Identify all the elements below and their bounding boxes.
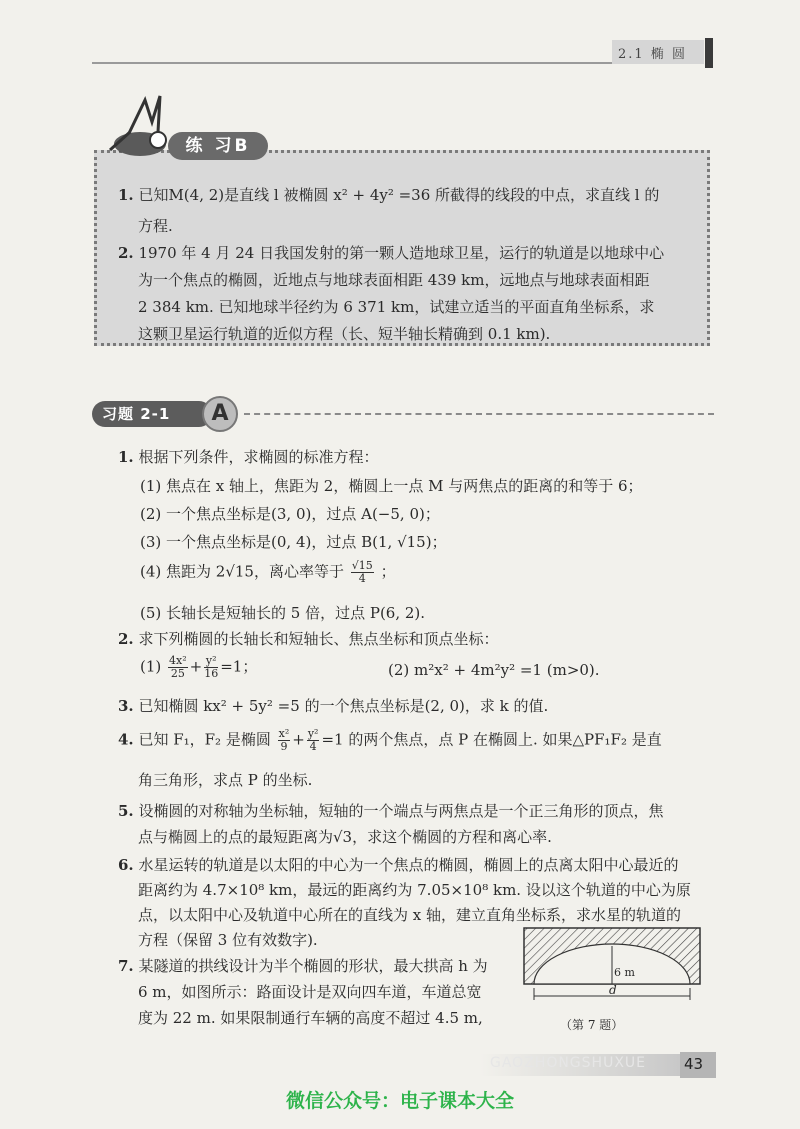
exercise-1-3: (3) 一个焦点坐标是(0, 4)，过点 B(1, √15)； <box>140 533 447 551</box>
figure-width-label: d <box>609 983 617 997</box>
fraction-numerator: √15 <box>351 559 373 572</box>
q-text: 某隧道的拱线设计为半个椭圆的形状，最大拱高 h 为 <box>138 957 488 975</box>
exercise-6-line4: 方程（保留 3 位有效数字). <box>138 931 318 949</box>
q-text: (4) 焦距为 2√15，离心率等于 <box>140 562 344 581</box>
q-text: 已知 F₁，F₂ 是椭圆 <box>138 730 271 749</box>
q-number: 5. <box>118 802 134 820</box>
q-number: 6. <box>118 856 134 874</box>
fraction-denominator: 9 <box>280 740 288 753</box>
practice-b-badge: 练 习B <box>168 132 268 160</box>
exercise-badge: 习题 2-1 <box>92 401 212 427</box>
q-text: 已知椭圆 kx² + 5y² =5 的一个焦点坐标是(2, 0)，求 k 的值. <box>138 697 549 715</box>
exercise-divider <box>244 413 714 415</box>
practice-q1-cont: 方程. <box>138 217 173 235</box>
exercise-4-cont: 角三角形，求点 P 的坐标. <box>138 771 313 789</box>
practice-q1 <box>118 180 659 211</box>
exercise-3 <box>118 695 548 716</box>
fraction-numerator: y² <box>307 727 319 740</box>
practice-q2-line2: 为一个焦点的椭圆，近地点与地球表面相距 439 km，远地点与地球表面相距 <box>138 271 650 289</box>
figure-caption: （第 7 题） <box>560 1018 624 1032</box>
q-text: 水星运转的轨道是以太阳的中心为一个焦点的椭圆，椭圆上的点离太阳中心最近的 <box>138 856 679 874</box>
fraction <box>278 728 291 753</box>
practice-q2-line4: 这颗卫星运行轨道的近似方程（长、短半轴长精确到 0.1 km). <box>138 325 551 343</box>
q-text: =1； <box>220 657 258 676</box>
q-text: (1) <box>140 657 162 676</box>
fraction-numerator: 4x² <box>169 654 187 667</box>
page-number: 43 <box>684 1055 704 1073</box>
q-text: ； <box>380 562 396 581</box>
fraction <box>204 655 218 680</box>
exercise-1 <box>118 446 378 467</box>
plus-sign: + <box>292 730 305 749</box>
q-text: 设椭圆的对称轴为坐标轴，短轴的一个端点与两焦点是一个正三角形的顶点，焦 <box>138 802 664 820</box>
footer-series: GAOZHONGSHUXUE <box>490 1055 647 1071</box>
fraction-denominator: 4 <box>309 740 317 753</box>
exercise-level-badge: A <box>202 396 238 432</box>
header-rule <box>92 62 702 64</box>
tunnel-figure <box>516 922 706 1012</box>
exercise-2-1 <box>140 655 257 680</box>
header-edge-bar <box>705 38 713 68</box>
fraction <box>307 728 320 753</box>
q-text: 已知M(4, 2)是直线 l 被椭圆 x² + 4y² =36 所截得的线段的中点，求直线 l 的 <box>138 186 660 204</box>
exercise-4 <box>118 728 662 753</box>
exercise-1-4 <box>140 560 396 585</box>
exercise-6-line3: 点，以太阳中心及轨道中心所在的直线为 x 轴，建立直角坐标系，求水星的轨道的 <box>138 906 681 924</box>
exercise-1-2: (2) 一个焦点坐标是(3, 0)，过点 A(−5, 0)； <box>140 505 440 523</box>
q-number: 4. <box>118 730 134 749</box>
q-number: 2. <box>118 630 134 648</box>
exercise-6 <box>118 854 678 875</box>
exercise-2-2: (2) m²x² + 4m²y² =1 (m>0). <box>388 661 600 679</box>
header-section-title: 2.1 椭 圆 <box>618 47 687 62</box>
exercise-7-line2: 6 m，如图所示：路面设计是双向四车道，车道总宽 <box>138 983 482 1001</box>
exercise-1-1: (1) 焦点在 x 轴上，焦距为 2，椭圆上一点 M 与两焦点的距离的和等于 6； <box>140 477 643 495</box>
exercise-2 <box>118 628 498 649</box>
fraction-denominator: 4 <box>358 572 366 585</box>
fraction-denominator: 25 <box>170 667 185 680</box>
q-text: 1970 年 4 月 24 日我国发射的第一颗人造地球卫星，运行的轨道是以地球中心 <box>138 244 665 262</box>
practice-q2-line3: 2 384 km. 已知地球半径约为 6 371 km，试建立适当的平面直角坐标系，求 <box>138 298 655 316</box>
q-number: 3. <box>118 697 134 715</box>
q-number: 2. <box>118 244 134 262</box>
fraction <box>351 560 374 585</box>
watermark: 微信公众号：电子课本大全 <box>285 1090 514 1112</box>
q-text: 求下列椭圆的长轴长和短轴长、焦点坐标和顶点坐标： <box>138 630 499 648</box>
exercise-7-line3: 度为 22 m. 如果限制通行车辆的高度不超过 4.5 m, <box>138 1009 483 1027</box>
fraction-numerator: y² <box>205 654 217 667</box>
q-number: 1. <box>118 186 134 204</box>
q-text: =1 的两个焦点，点 P 在椭圆上. 如果△PF₁F₂ 是直 <box>321 730 662 749</box>
exercise-7 <box>118 955 488 976</box>
q-number: 7. <box>118 957 134 975</box>
exercise-6-line2: 距离约为 4.7×10⁸ km，最远的距离约为 7.05×10⁸ km. 设以这个轨道的中心为原 <box>138 881 691 899</box>
fraction-numerator: x² <box>278 727 290 740</box>
exercise-1-5: (5) 长轴长是短轴长的 5 倍，过点 P(6, 2). <box>140 604 426 622</box>
q-number: 1. <box>118 448 134 466</box>
fraction-denominator: 16 <box>204 667 219 680</box>
exercise-5-cont: 点与椭圆上的点的最短距离为√3，求这个椭圆的方程和离心率. <box>138 828 552 846</box>
figure-height-label: 6 m <box>614 966 635 979</box>
exercise-5 <box>118 800 663 821</box>
q-text: 根据下列条件，求椭圆的标准方程： <box>138 448 379 466</box>
fraction <box>168 655 188 680</box>
plus-sign: + <box>189 657 203 676</box>
